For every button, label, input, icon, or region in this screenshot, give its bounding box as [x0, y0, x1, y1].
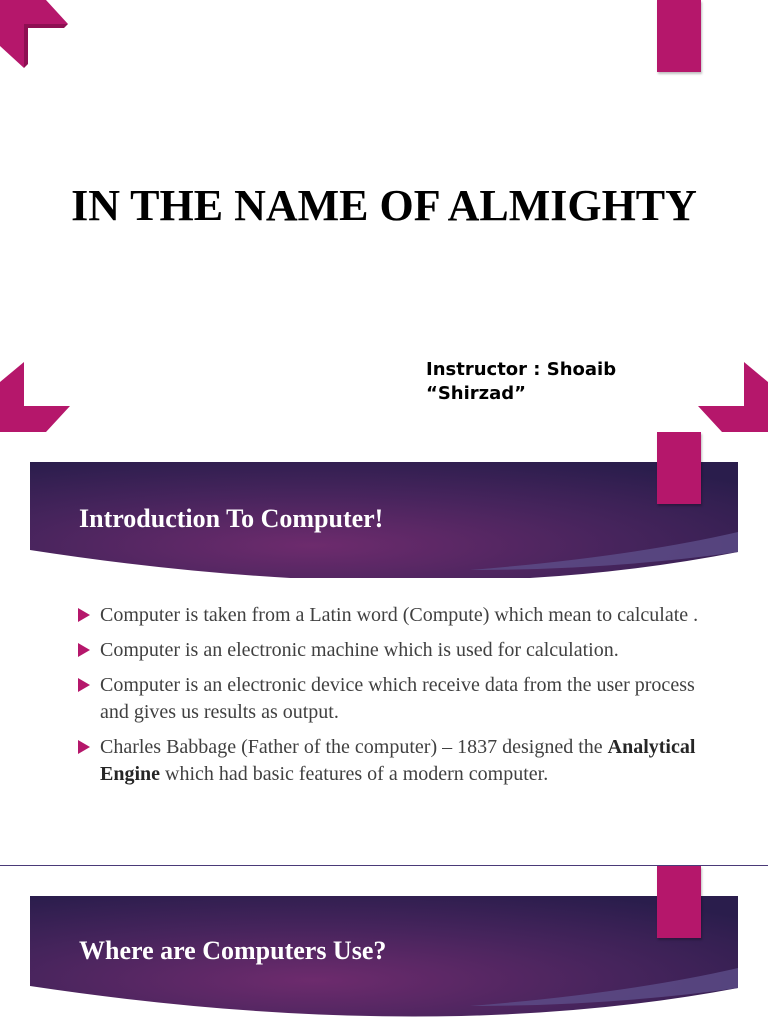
bullet-text-post: which had basic features of a modern computer. — [160, 763, 549, 785]
corner-bracket-icon — [0, 0, 72, 72]
corner-bracket-icon — [696, 362, 768, 432]
instructor-label — [426, 358, 686, 406]
title-slide — [0, 0, 768, 432]
accent-tab-icon — [657, 866, 701, 938]
page-title: IN THE NAME OF ALMIGHTY — [71, 181, 697, 230]
bullet-text-bold: Analytical Engine — [100, 736, 696, 785]
list-item — [78, 672, 718, 726]
triangle-right-icon — [78, 643, 90, 657]
intro-slide — [0, 432, 768, 865]
instructor-surname: “Shirzad” — [426, 383, 526, 404]
slide-title: Introduction To Computer! — [79, 504, 384, 533]
list-item — [78, 602, 718, 629]
instructor-name: Instructor : Shoaib — [426, 359, 617, 380]
list-item — [78, 637, 718, 664]
slide-title: Where are Computers Use? — [79, 936, 387, 965]
accent-tab-icon — [657, 0, 701, 72]
triangle-right-icon — [78, 740, 90, 754]
triangle-right-icon — [78, 608, 90, 622]
corner-bracket-icon — [0, 362, 72, 432]
bullet-text-pre: Charles Babbage (Father of the computer) – 1837 designed the — [100, 736, 608, 758]
bullet-text: Computer is an electronic device which receive data from the user process and gives us results as output. — [100, 674, 695, 723]
list-item — [78, 734, 718, 788]
triangle-right-icon — [78, 678, 90, 692]
bullet-list — [78, 602, 718, 796]
bullet-text: Computer is taken from a Latin word (Compute) which mean to calculate . — [100, 604, 699, 626]
bullet-text: Computer is an electronic machine which is used for calculation. — [100, 639, 619, 661]
accent-tab-icon — [657, 432, 701, 504]
uses-slide — [0, 866, 768, 1024]
